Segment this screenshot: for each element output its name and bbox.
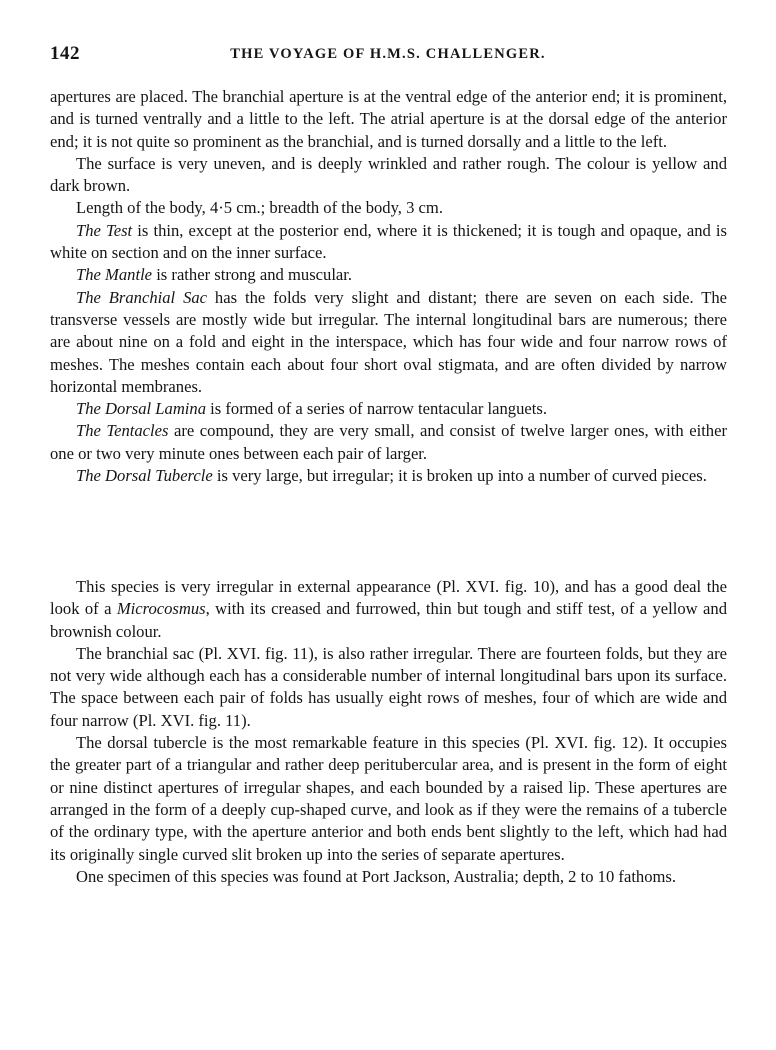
paragraph-mantle: The Mantle is rather strong and muscular. <box>76 265 353 285</box>
species-remarks <box>50 576 727 888</box>
heading-mantle: The Mantle <box>76 265 153 285</box>
heading-branchial-sac: The Branchial Sac <box>76 287 208 307</box>
heading-tentacles: The Tentacles <box>76 421 169 441</box>
paragraph-apertures: apertures are placed. The branchial aperture is at the ventral edge of the anterior end; it is prominent, and is turned ventrally and a little to the left. The atrial aperture is at the dorsal edge of the anterior end; it is not quite so prominent as the branchial, and is turned dorsally and a little to the left. <box>50 87 727 151</box>
species-description <box>50 86 727 487</box>
heading-test: The Test <box>76 220 133 240</box>
paragraph-locality: One specimen of this species was found at Port Jackson, Australia; depth, 2 to 10 fathoms. <box>76 866 677 886</box>
paragraph-branchial-sac: The Branchial Sac has the folds very slight and distant; there are seven on each side. The transverse vessels are mostly wide but irregular. The internal longitudinal bars are numerous; there are about nine on a fold and eight in the interspace, which has four wide and four narrow rows of meshes. The meshes contain each about four short oval stigmata, and are often divided by narrow horizontal membranes. <box>50 287 728 396</box>
page-number: 142 <box>50 43 80 64</box>
paragraph-test: The Test is thin, except at the posterior end, where it is thickened; it is tough and opaque, and is white on section and on the inner surface. <box>50 220 727 263</box>
running-title: THE VOYAGE OF H.M.S. CHALLENGER. <box>230 46 546 62</box>
paragraph-surface: The surface is very uneven, and is deeply wrinkled and rather rough. The colour is yellow and dark brown. <box>50 153 727 196</box>
heading-dorsal-tubercle: The Dorsal Tubercle <box>76 466 213 486</box>
paragraph-tentacles: The Tentacles are compound, they are very small, and consist of twelve larger ones, with either one or two very minute ones between each pair of larger. <box>50 421 727 463</box>
genus-microcosmus: Microcosmus <box>116 599 206 619</box>
paragraph-dorsal-lamina: The Dorsal Lamina is formed of a series of narrow tentacular languets. <box>76 399 547 419</box>
page-header <box>50 43 726 67</box>
paragraph-tubercle-remarks: The dorsal tubercle is the most remarkable feature in this species (Pl. XVI. fig. 12). It occupies the greater part of a triangular and rather deep peritubercular area, and is present in the form of eight or nine distinct apertures of irregular shapes, and each bounded by a raised lip. These apertures are arranged in the form of a deeply cup-shaped curve, and look as if they were the remains of a tubercle of the ordinary type, with the aperture anterior and both ends bent slightly to the left, which had had its originally single curved slit broken up into the series of separate apertures. <box>50 733 727 864</box>
paragraph-external-appearance: This species is very irregular in external appearance (Pl. XVI. fig. 10), and has a good deal the look of a Microcosmus, with its creased and furrowed, thin but tough and stiff test, of a yellow and brownish colour. <box>50 577 727 641</box>
paragraph-dorsal-tubercle: The Dorsal Tubercle is very large, but irregular; it is broken up into a number of curved pieces. <box>76 466 707 486</box>
heading-dorsal-lamina: The Dorsal Lamina <box>76 399 207 419</box>
paragraph-branchial-remarks: The branchial sac (Pl. XVI. fig. 11), is also rather irregular. There are fourteen folds, but they are not very wide although each has a considerable number of internal longitudinal bars upon its surface. The space between each pair of folds has usually eight rows of meshes, four of which are wide and four narrow (Pl. XVI. fig. 11). <box>50 643 727 730</box>
paragraph-dimensions: Length of the body, 4·5 cm.; breadth of the body, 3 cm. <box>76 198 443 218</box>
